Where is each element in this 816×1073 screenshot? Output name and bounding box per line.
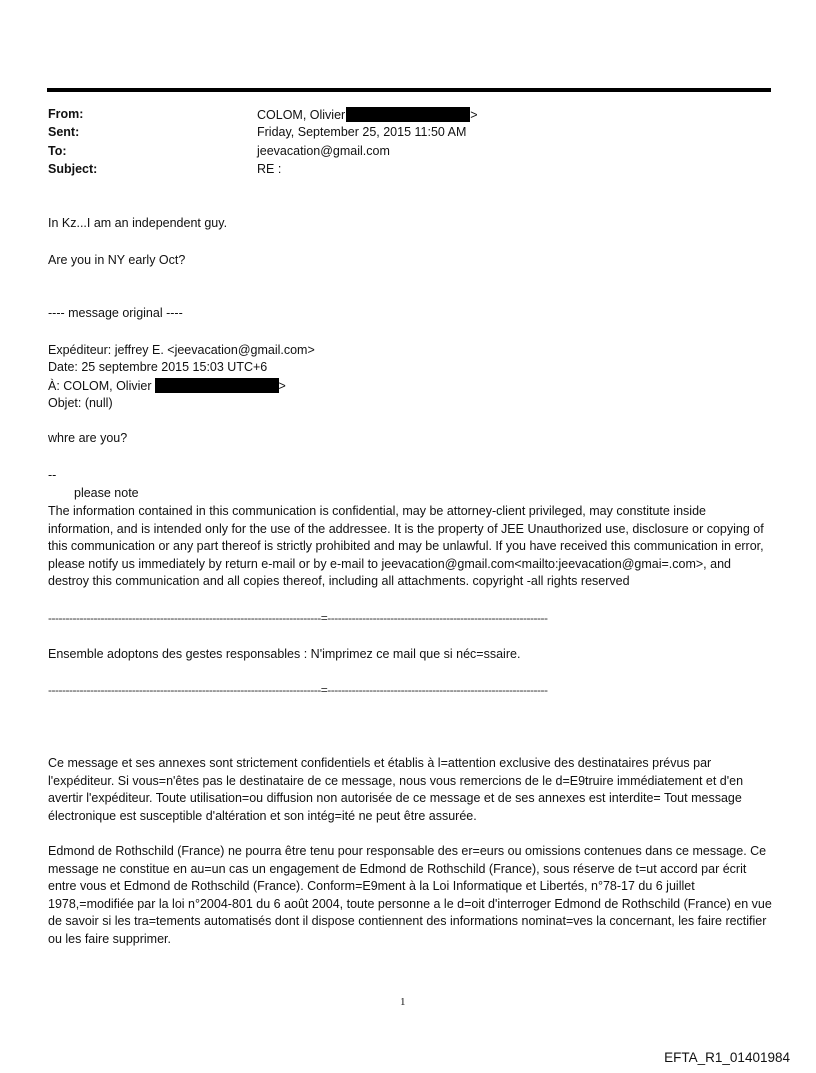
disclaimer-2: Edmond de Rothschild (France) ne pourra être tenu pour responsable des er=eurs ou omissions contenues dans ce message. Ce message ne constitue en au=un cas un engagement de Edmond de Rothschild (France), sous réserve de t=ut accord par écrit entre vous et Edmond de Rothschild (France). Conform=E9ment à la Loi Informatique et Libertés, n°78-17 du 6 juillet 1978,=modifiée par la loi n°2004-801 du 6 août 2004, toute personne a le d=oit d'interroger Edmond de Rothschild (France) en vue de savoir si les tra=tements automatisés dont il dispose contiennent des informations nominat=ves la concernant, les faire rectifier ou les faire supprimer. bbox=[48, 844, 772, 946]
signature-dashes: -- bbox=[48, 468, 57, 482]
to-value: jeevacation@gmail.com bbox=[257, 144, 390, 158]
subject-value: RE : bbox=[257, 162, 282, 176]
header-rule bbox=[47, 88, 771, 92]
original-date: Date: 25 septembre 2015 15:03 UTC+6 bbox=[48, 360, 268, 374]
from-label: From: bbox=[48, 107, 84, 121]
sent-value: Friday, September 25, 2015 11:50 AM bbox=[257, 125, 467, 139]
reply-line-2: Are you in NY early Oct? bbox=[48, 253, 186, 267]
original-body: whre are you? bbox=[48, 431, 128, 445]
divider-1: ------------------------------------------------------------------------------=--------------------------------------------------------------- bbox=[48, 611, 548, 625]
reply-line-1: In Kz...I am an independent guy. bbox=[48, 216, 228, 230]
please-note: please note bbox=[74, 486, 139, 500]
redaction-box bbox=[155, 378, 279, 393]
original-to-suffix: > bbox=[278, 379, 286, 393]
eco-line: Ensemble adoptons des gestes responsables : N'imprimez ce mail que si néc=ssaire. bbox=[48, 647, 521, 661]
sent-label: Sent: bbox=[48, 125, 80, 139]
from-suffix: > bbox=[470, 108, 478, 122]
original-to-text: À: COLOM, Olivier bbox=[48, 379, 152, 393]
subject-label: Subject: bbox=[48, 162, 98, 176]
from-name: COLOM, Olivier bbox=[257, 108, 346, 122]
original-to bbox=[48, 378, 286, 393]
redaction-box bbox=[346, 107, 470, 122]
disclaimer-1: Ce message et ses annexes sont strictement confidentiels et établis à l=attention exclusive des destinataires prévus par l'expéditeur. Si vous=n'êtes pas le destinataire de ce message, nous vous remercions de le d=E9truire immédiatement et d'en avertir l'expéditeur. Toute utilisation=ou diffusion non autorisée de ce message et de ses annexes est interdite= Tout message électronique est susceptible d'altération et son intég=ité ne peut être assurée. bbox=[48, 756, 744, 823]
divider-2: ------------------------------------------------------------------------------=--------------------------------------------------------------- bbox=[48, 683, 548, 697]
from-value bbox=[257, 107, 478, 122]
confidentiality-notice: The information contained in this communication is confidential, may be attorney-client privileged, may constitute inside information, and is intended only for the use of the addressee. It is the property of JEE Unauthorized use, disclosure or copying of this communication or any part thereof is strictly prohibited and may be unlawful. If you have received this communication in error, please notify us immediately by return e-mail or by e-mail to jeevacation@gmail.com<mailto:jeevacation@gmai=.com>, and destroy this communication and all copies thereof, including all attachments. copyright -all rights reserved bbox=[48, 504, 764, 589]
original-subject: Objet: (null) bbox=[48, 396, 113, 410]
page-number: 1 bbox=[400, 996, 406, 1008]
original-from: Expéditeur: jeffrey E. <jeevacation@gmail.com> bbox=[48, 343, 315, 357]
to-label: To: bbox=[48, 144, 67, 158]
bates-number: EFTA_R1_01401984 bbox=[664, 1050, 790, 1065]
original-separator: ---- message original ---- bbox=[48, 306, 183, 320]
